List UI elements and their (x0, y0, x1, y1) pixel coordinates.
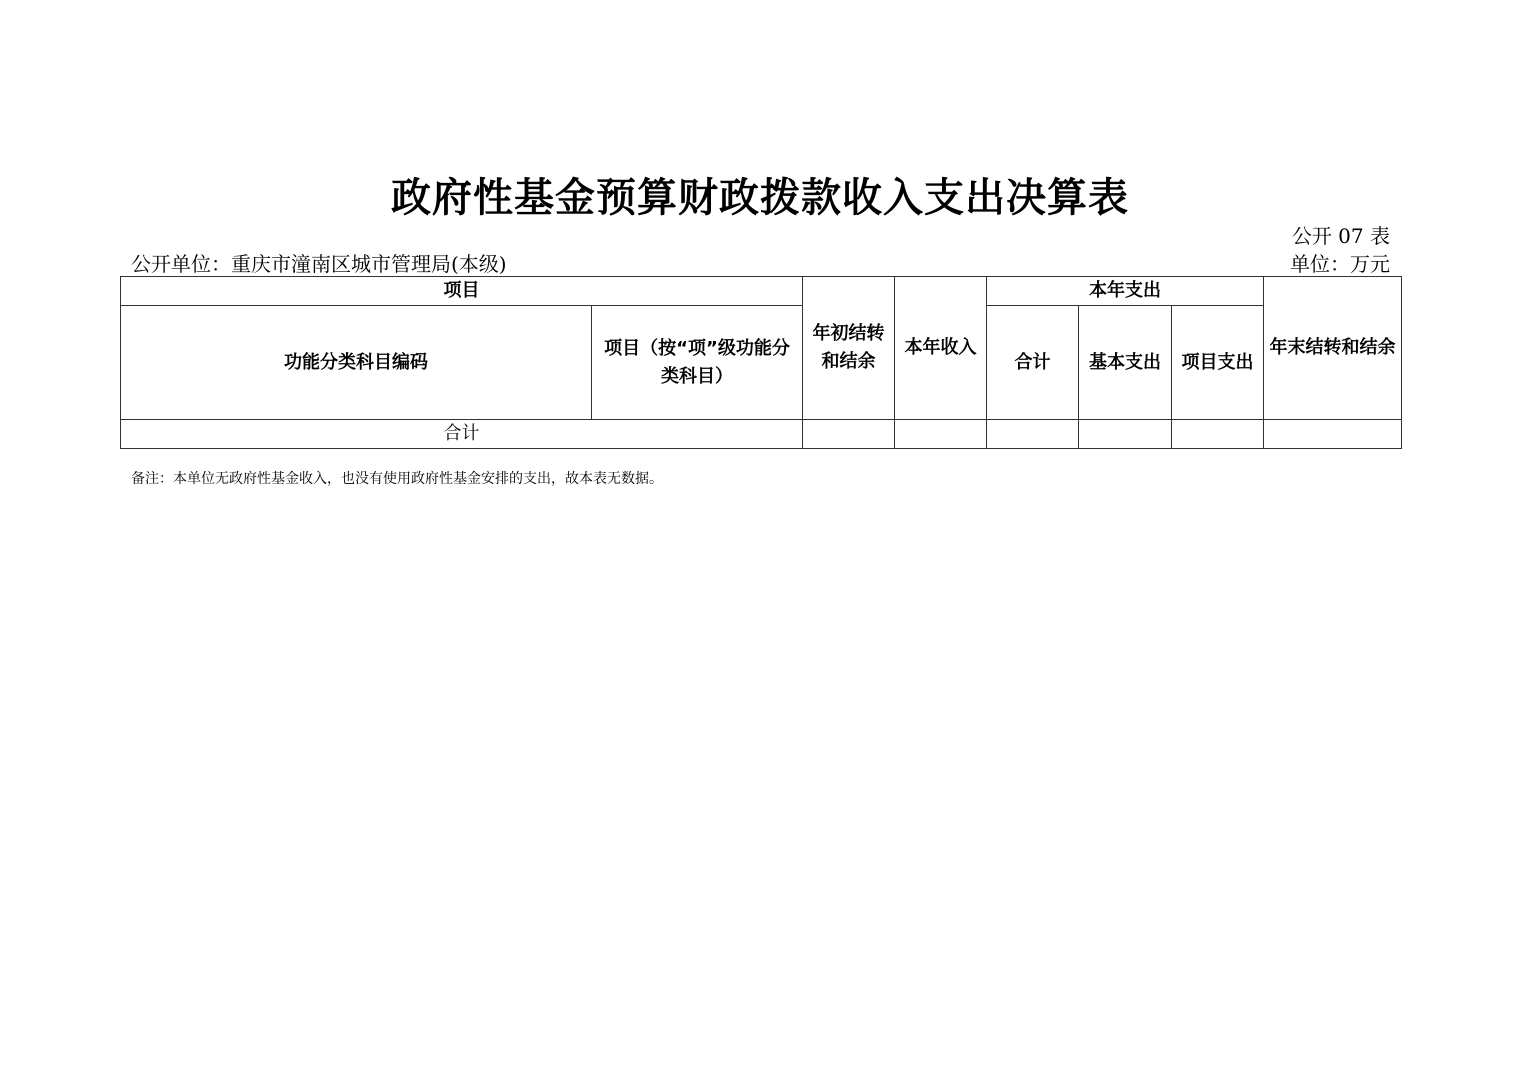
header-expense-project: 项目支出 (1172, 306, 1264, 420)
total-expense-project (1172, 420, 1264, 449)
form-number: 公开 07 表 (1291, 224, 1390, 248)
total-begin-balance (803, 420, 895, 449)
unit-label: 单位：万元 (1290, 252, 1390, 276)
total-end-balance (1264, 420, 1402, 449)
header-expense: 本年支出 (987, 277, 1264, 306)
header-item: 项目（按“项”级功能分类科目） (592, 306, 803, 420)
total-expense-basic (1079, 420, 1172, 449)
total-income (895, 420, 987, 449)
total-expense-total (987, 420, 1079, 449)
header-expense-total: 合计 (987, 306, 1079, 420)
footnote: 备注：本单位无政府性基金收入，也没有使用政府性基金安排的支出，故本表无数据。 (131, 471, 663, 487)
header-expense-basic: 基本支出 (1079, 306, 1172, 420)
organization-label: 公开单位：重庆市潼南区城市管理局(本级) (131, 252, 507, 276)
header-end-balance: 年末结转和结余 (1264, 277, 1402, 420)
budget-table (120, 276, 1402, 449)
total-row (121, 420, 1402, 449)
header-income: 本年收入 (895, 277, 987, 420)
total-row-label: 合计 (121, 420, 803, 449)
header-function-code: 功能分类科目编码 (121, 306, 592, 420)
header-project: 项目 (121, 277, 803, 306)
page-title: 政府性基金预算财政拨款收入支出决算表 (391, 174, 1129, 221)
header-begin-balance: 年初结转和结余 (803, 277, 895, 420)
